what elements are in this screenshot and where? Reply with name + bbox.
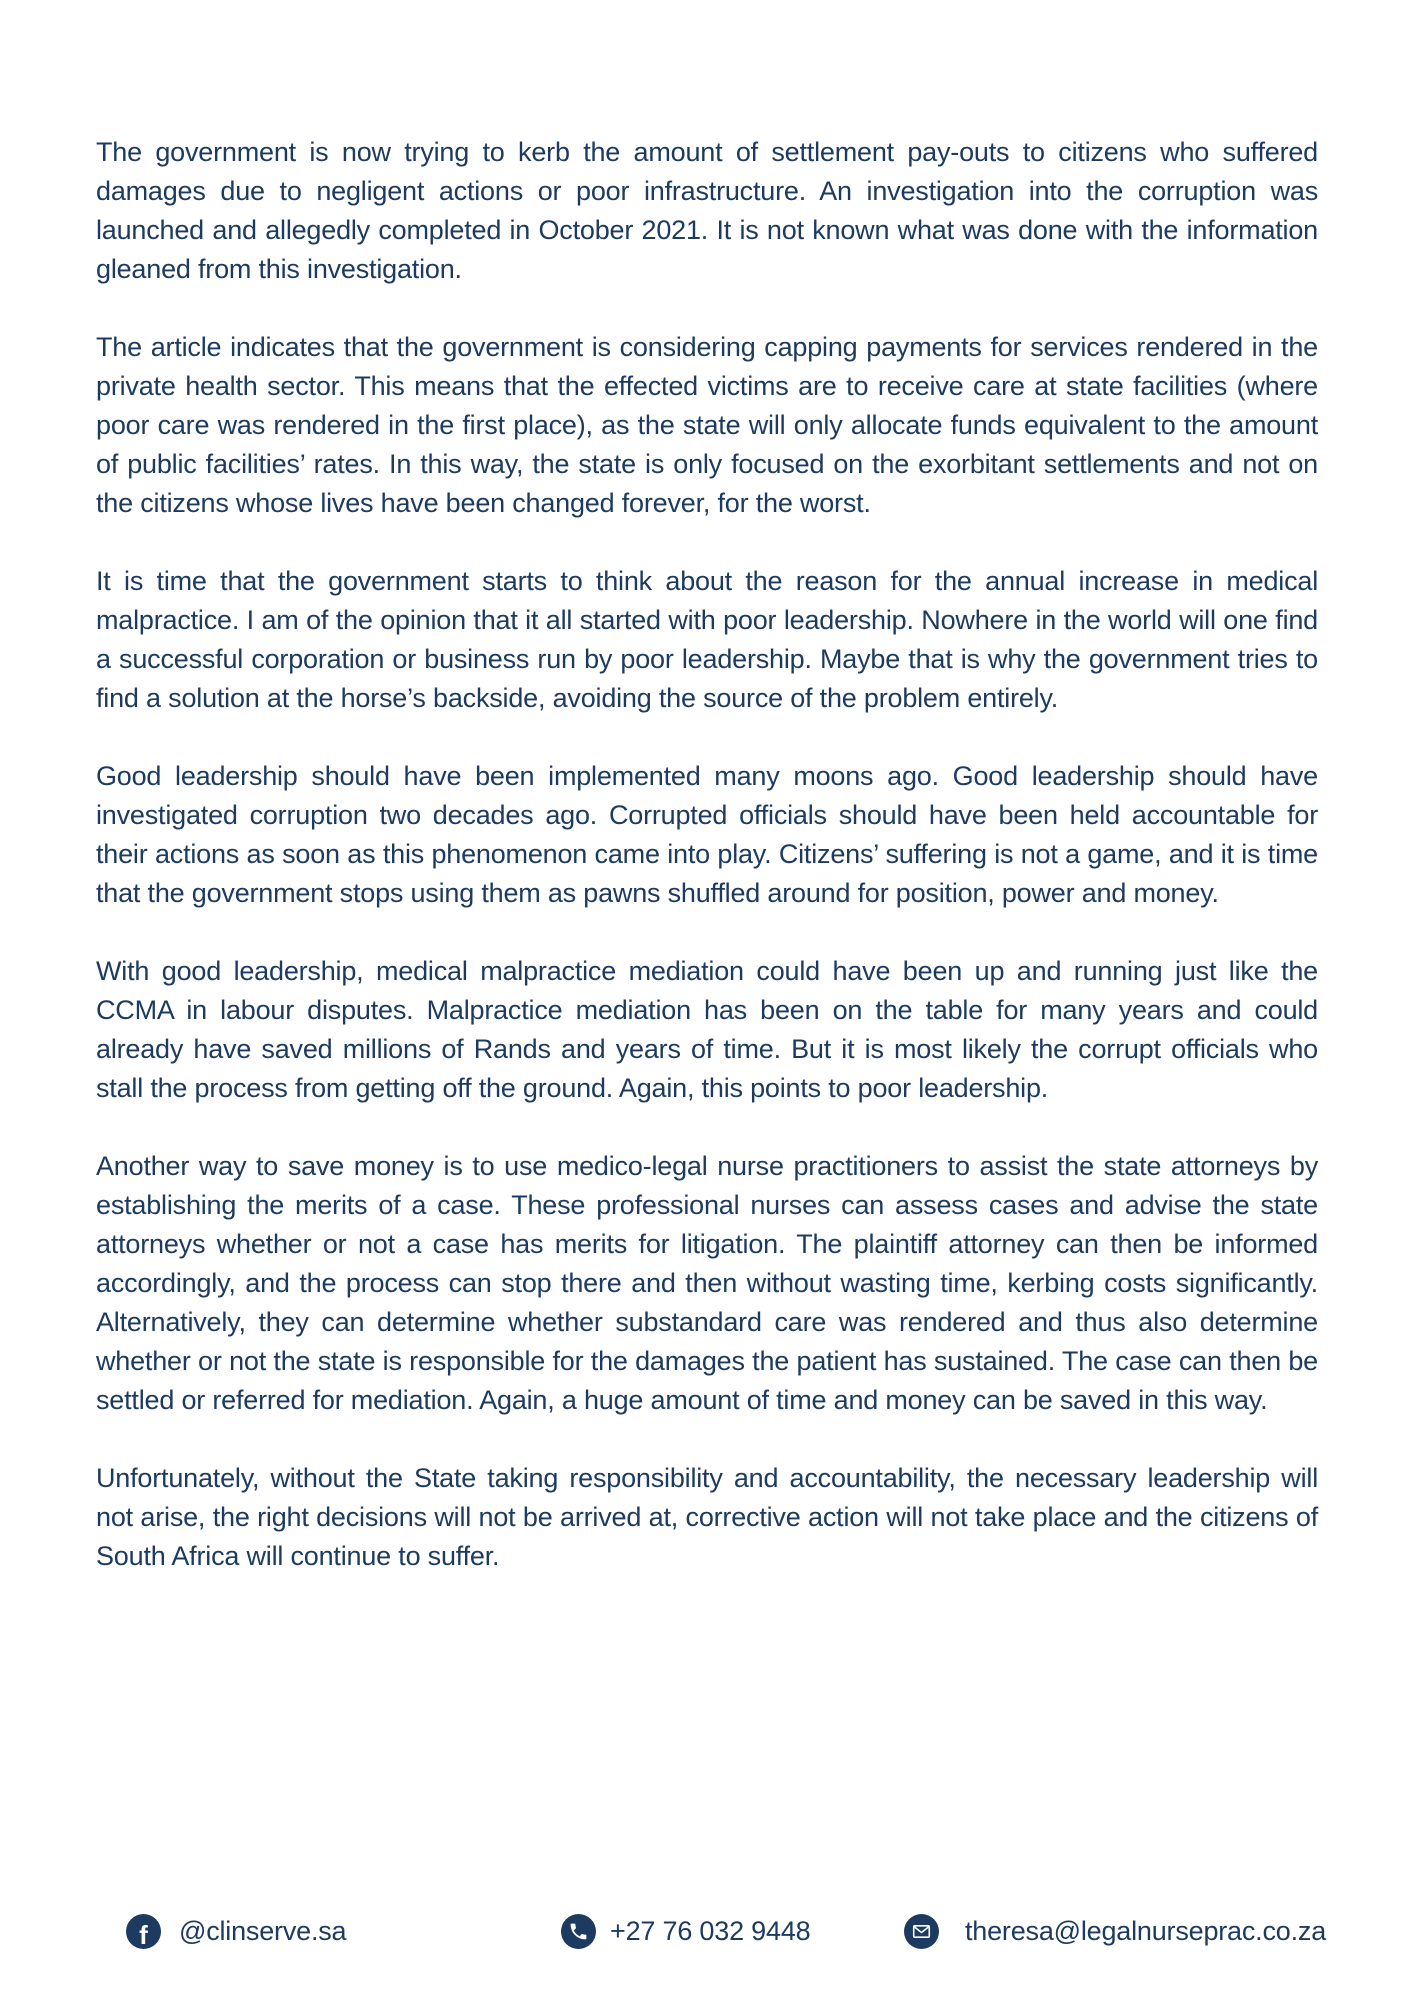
facebook-handle: @clinserve.sa	[179, 1915, 347, 1946]
email-address: theresa@legalnurseprac.co.za	[965, 1915, 1327, 1946]
email-contact	[904, 1910, 1326, 1952]
facebook-icon: f	[126, 1914, 161, 1949]
paragraph-1: The government is now trying to kerb the amount of settlement pay-outs to citizens who suffered damages due to negligent actions or poor infrastructure. An investigation into the corruption was launched and allegedly completed in October 2021. It is not known what was done with the information gleaned from this investigation.	[96, 137, 1318, 284]
paragraph-2: The article indicates that the government is considering capping payments for services rendered in the private health sector. This means that the effected victims are to receive care at state facilities (where poor care was rendered in the first place), as the state will only allocate funds equivalent to the amount of public facilities’ rates. In this way, the state is only focused on the exorbitant settlements and not on the citizens whose lives have been changed forever, for the worst.	[96, 332, 1318, 518]
phone-number: +27 76 032 9448	[610, 1915, 811, 1946]
paragraph-6: Another way to save money is to use medico-legal nurse practitioners to assist the state attorneys by establishing the merits of a case. These professional nurses can assess cases and advise the state attorneys whether or not a case has merits for litigation. The plaintiff attorney can then be informed accordingly, and the process can stop there and then without wasting time, kerbing costs significantly. Alternatively, they can determine whether substandard care was rendered and thus also determine whether or not the state is responsible for the damages the patient has sustained. The case can then be settled or referred for mediation. Again, a huge amount of time and money can be saved in this way.	[96, 1151, 1318, 1415]
paragraph-5: With good leadership, medical malpractice mediation could have been up and running just like the CCMA in labour disputes. Malpractice mediation has been on the table for many years and could already have saved millions of Rands and years of time. But it is most likely the corrupt officials who stall the process from getting off the ground. Again, this points to poor leadership.	[96, 956, 1318, 1103]
contact-footer	[0, 1910, 1414, 1952]
paragraph-7: Unfortunately, without the State taking responsibility and accountability, the necessary leadership will not arise, the right decisions will not be arrived at, corrective action will not take place and the citizens of South Africa will continue to suffer.	[96, 1463, 1318, 1571]
paragraph-3: It is time that the government starts to think about the reason for the annual increase in medical malpractice. I am of the opinion that it all started with poor leadership. Nowhere in the world will one find a successful corporation or business run by poor leadership. Maybe that is why the government tries to find a solution at the horse’s backside, avoiding the source of the problem entirely.	[96, 566, 1318, 713]
article-body	[96, 133, 1318, 1615]
phone-icon	[561, 1914, 596, 1949]
phone-contact	[561, 1910, 810, 1952]
paragraph-4: Good leadership should have been implemented many moons ago. Good leadership should have investigated corruption two decades ago. Corrupted officials should have been held accountable for their actions as soon as this phenomenon came into play. Citizens’ suffering is not a game, and it is time that the government stops using them as pawns shuffled around for position, power and money.	[96, 761, 1318, 908]
facebook-contact	[126, 1910, 346, 1952]
email-icon	[904, 1914, 939, 1949]
